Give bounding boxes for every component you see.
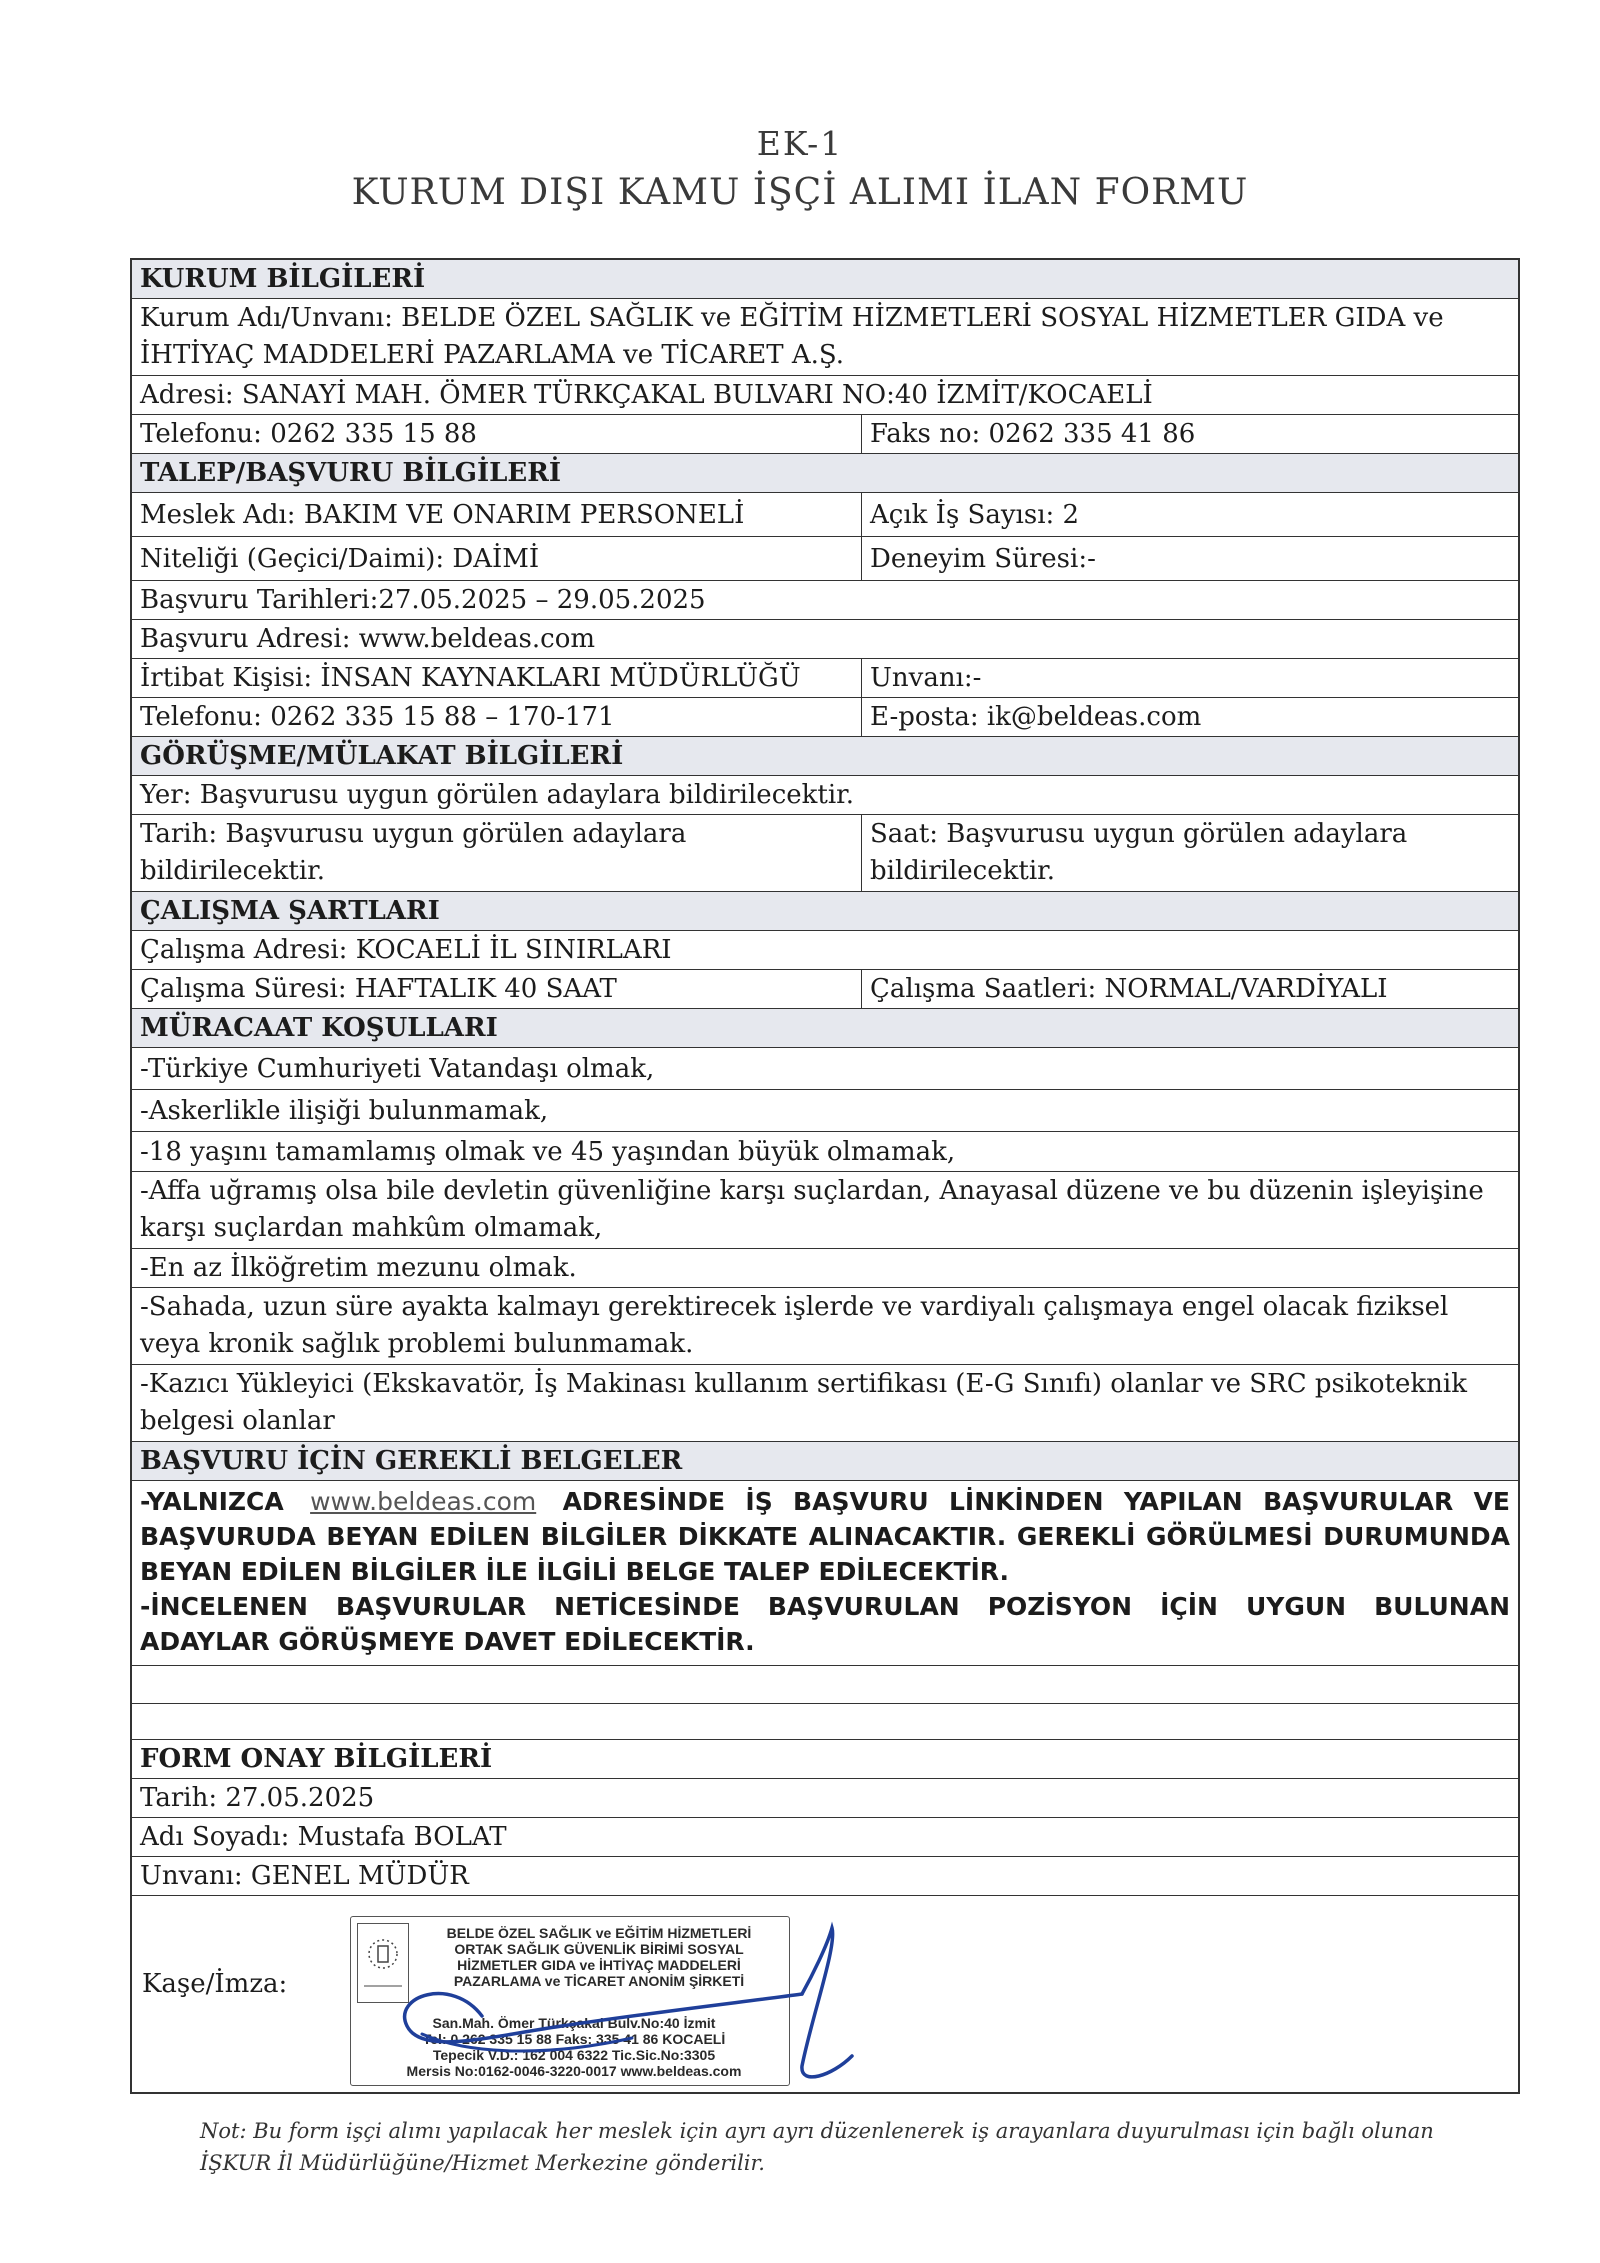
- contact-person: İrtibat Kişisi: İNSAN KAYNAKLARI MÜDÜRLÜĞÜ: [132, 659, 862, 697]
- institution-address: Adresi: SANAYİ MAH. ÖMER TÜRKÇAKAL BULVARI NO:40 İZMİT/KOCAELİ: [132, 376, 1518, 415]
- condition-item: -Sahada, uzun süre ayakta kalmayı gerektirecek işlerde ve vardiyalı çalışmaya engel olacak fiziksel veya kronik sağlık problemi bulunmamak.: [132, 1288, 1518, 1365]
- open-positions: Açık İş Sayısı: 2: [870, 500, 1080, 530]
- condition-item: -Affa uğramış olsa bile devletin güvenliğine karşı suçlardan, Anayasal düzene ve bu düzenin işleyişine karşı suçlardan mahkûm olmamak,: [132, 1172, 1518, 1249]
- nature-row: [132, 537, 1518, 581]
- profession-row: [132, 493, 1518, 537]
- stamp-line: HİZMETLER GIDA ve İHTİYAÇ MADDELERİ: [457, 1957, 741, 1973]
- form-title: KURUM DIŞI KAMU İŞÇİ ALIMI İLAN FORMU: [351, 172, 1249, 213]
- institution-contact-row: [132, 415, 1518, 454]
- section-work-conditions: ÇALIŞMA ŞARTLARI: [132, 892, 1518, 931]
- website-link[interactable]: www.beldeas.com: [310, 1487, 537, 1516]
- interview-place: Yer: Başvurusu uygun görülen adaylara bildirilecektir.: [132, 776, 1518, 815]
- annex-label: EK-1: [756, 124, 844, 163]
- stamp-address-line: San.Mah. Ömer Türkçakal Bulv.No:40 İzmit: [432, 2015, 716, 2031]
- company-logo-icon: [357, 1923, 409, 2003]
- footnote: Not: Bu form işçi alımı yapılacak her meslek için ayrı ayrı düzenlenerek iş arayanlara duyurulması için bağlı olunan İŞKUR İl Müdürlüğüne/Hizmet Merkezine gönderilir.: [200, 2119, 1434, 2175]
- contact-phone-row: [132, 698, 1518, 737]
- job-nature: Niteliği (Geçici/Daimi): DAİMİ: [132, 537, 862, 580]
- experience-duration: Deneyim Süresi:-: [870, 544, 1096, 574]
- empty-row: [132, 1704, 1518, 1740]
- requirement-2: -İNCELENEN BAŞVURULAR NETİCESİNDE BAŞVURULAN POZİSYON İÇİN UYGUN BULUNAN ADAYLAR GÖRÜŞMEYE DAVET EDİLECEKTİR.: [140, 1592, 1510, 1656]
- approval-name: Adı Soyadı: Mustafa BOLAT: [132, 1818, 1518, 1857]
- work-address: Çalışma Adresi: KOCAELİ İL SINIRLARI: [132, 931, 1518, 970]
- stamp-address-line: Tel: 0 262 335 15 88 Faks: 335 41 86 KOCAELİ: [422, 2031, 726, 2047]
- requirement-1: [140, 1484, 1510, 1589]
- stamp-company-lines: [419, 1925, 779, 1989]
- requirement-1-text: ADRESİNDE İŞ BAŞVURU LİNKİNDEN YAPILAN BAŞVURULAR VE BAŞVURUDA BEYAN EDİLEN BİLGİLER DİKKATE ALINACAKTIR. GEREKLİ GÖRÜLMESİ DURUMUNDA BEYAN EDİLEN BİLGİLER İLE İLGİLİ BELGE TALEP EDİLECEKTİR.: [140, 1487, 1510, 1586]
- application-address: Başvuru Adresi: www.beldeas.com: [132, 620, 1518, 659]
- approval-date: Tarih: 27.05.2025: [132, 1779, 1518, 1818]
- stamp-address-line: Tepecik V.D.: 162 004 6322 Tic.Sic.No:3305: [432, 2047, 716, 2063]
- requirements-block: [132, 1481, 1518, 1666]
- work-duration-row: [132, 970, 1518, 1009]
- interview-time: Saat: Başvurusu uygun görülen adaylara bildirilecektir.: [870, 819, 1408, 886]
- contact-email: E-posta: ik@beldeas.com: [870, 702, 1202, 732]
- stamp-address-lines: [369, 2015, 779, 2079]
- condition-item: -18 yaşını tamamlamış olmak ve 45 yaşından büyük olmamak,: [132, 1132, 1518, 1172]
- contact-title: Unvanı:-: [870, 663, 982, 693]
- institution-phone: Telefonu: 0262 335 15 88: [132, 415, 862, 453]
- stamp-address-line: Mersis No:0162-0046-3220-0017 www.beldeas.com: [406, 2063, 742, 2079]
- stamp-line: ORTAK SAĞLIK GÜVENLİK BİRİMİ SOSYAL: [454, 1941, 744, 1957]
- stamp-signature-row: [132, 1896, 1518, 2092]
- approval-title: Unvanı: GENEL MÜDÜR: [132, 1857, 1518, 1896]
- condition-item: -En az İlköğretim mezunu olmak.: [132, 1249, 1518, 1288]
- section-institution: KURUM BİLGİLERİ: [132, 260, 1518, 299]
- work-duration: Çalışma Süresi: HAFTALIK 40 SAAT: [132, 970, 862, 1008]
- section-interview: GÖRÜŞME/MÜLAKAT BİLGİLERİ: [132, 737, 1518, 776]
- company-stamp: [350, 1916, 790, 2086]
- interview-date: Tarih: Başvurusu uygun görülen adaylara bildirilecektir.: [132, 815, 862, 891]
- empty-row: [132, 1666, 1518, 1704]
- interview-datetime-row: [132, 815, 1518, 892]
- section-application: TALEP/BAŞVURU BİLGİLERİ: [132, 454, 1518, 493]
- application-dates: Başvuru Tarihleri:27.05.2025 – 29.05.2025: [132, 581, 1518, 620]
- profession-name: Meslek Adı: BAKIM VE ONARIM PERSONELİ: [132, 493, 862, 536]
- section-required-documents: BAŞVURU İÇİN GEREKLİ BELGELER: [132, 1442, 1518, 1481]
- contact-phone: Telefonu: 0262 335 15 88 – 170-171: [132, 698, 862, 736]
- requirement-1-prefix: -YALNIZCA: [140, 1487, 284, 1516]
- institution-fax: Faks no: 0262 335 41 86: [870, 419, 1196, 449]
- work-hours: Çalışma Saatleri: NORMAL/VARDİYALI: [870, 974, 1388, 1004]
- section-approval: FORM ONAY BİLGİLERİ: [132, 1740, 1518, 1779]
- contact-row: [132, 659, 1518, 698]
- condition-item: -Türkiye Cumhuriyeti Vatandaşı olmak,: [132, 1048, 1518, 1090]
- condition-item: -Askerlikle ilişiği bulunmamak,: [132, 1090, 1518, 1132]
- application-form-table: [130, 258, 1520, 2094]
- stamp-signature-label: Kaşe/İmza:: [142, 1969, 288, 1999]
- stamp-line: PAZARLAMA ve TİCARET ANONİM ŞİRKETİ: [453, 1973, 745, 1989]
- condition-item: -Kazıcı Yükleyici (Ekskavatör, İş Makinası kullanım sertifikası (E-G Sınıfı) olanlar ve SRC psikoteknik belgesi olanlar: [132, 1365, 1518, 1442]
- section-conditions: MÜRACAAT KOŞULLARI: [132, 1009, 1518, 1048]
- stamp-line: BELDE ÖZEL SAĞLIK ve EĞİTİM HİZMETLERİ: [446, 1925, 752, 1941]
- institution-name: Kurum Adı/Unvanı: BELDE ÖZEL SAĞLIK ve EĞİTİM HİZMETLERİ SOSYAL HİZMETLER GIDA ve İHTİYAÇ MADDELERİ PAZARLAMA ve TİCARET A.Ş.: [132, 299, 1518, 376]
